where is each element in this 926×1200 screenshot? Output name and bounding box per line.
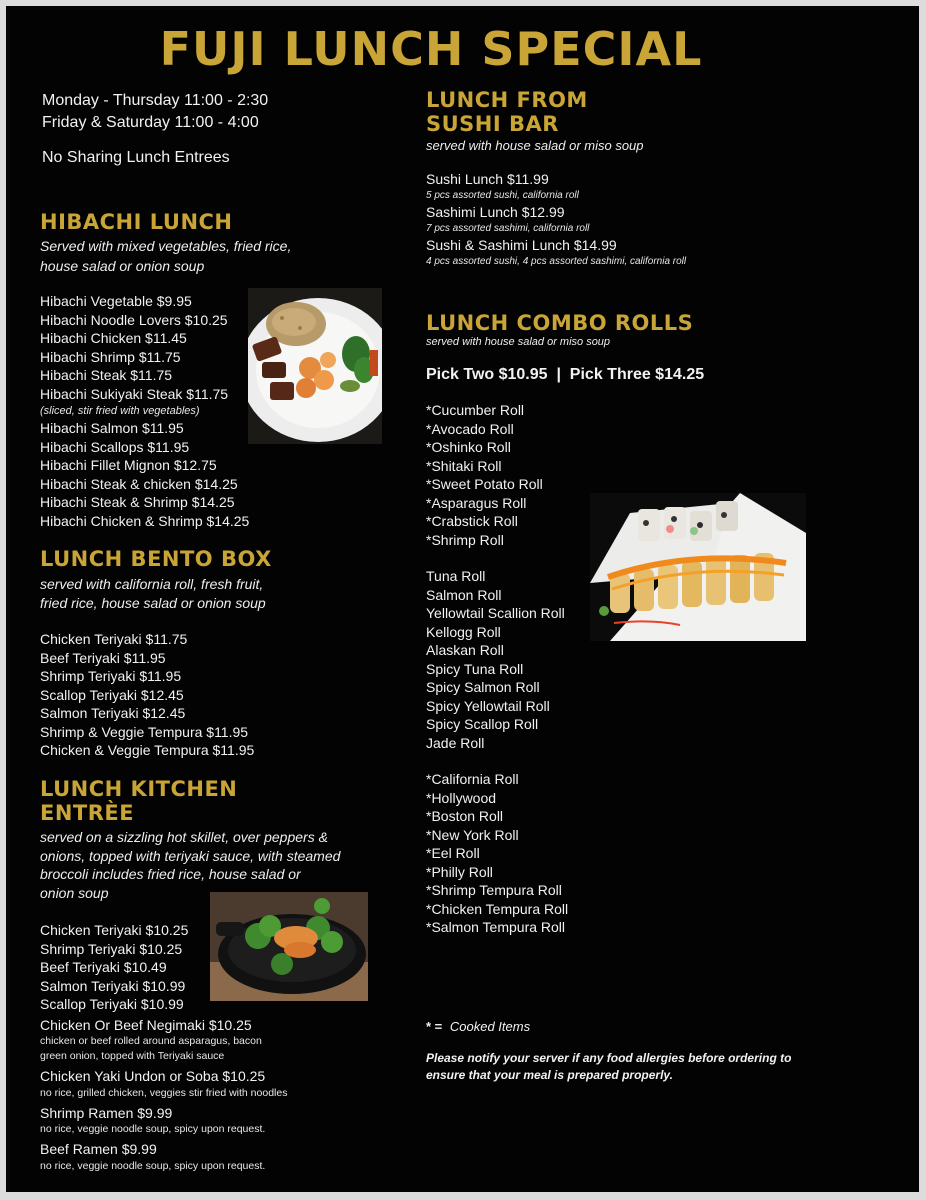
allergy-notice	[426, 1050, 791, 1084]
hibachi-item: Hibachi Fillet Mignon $12.75	[40, 457, 217, 473]
kitchen-extra	[40, 1016, 400, 1065]
hibachi-item: Hibachi Steak & chicken $14.25	[40, 475, 238, 492]
combo-roll: *New York Roll	[426, 826, 519, 843]
kitchen-extra	[40, 1067, 400, 1101]
bento-item: Beef Teriyaki $11.95	[40, 649, 166, 666]
sushi-bar-description: served with house salad or miso soup	[426, 138, 644, 153]
combo-roll: *Shitaki Roll	[426, 457, 502, 474]
hibachi-item: Hibachi Sukiyaki Steak $11.75	[40, 385, 229, 402]
bento-item: Shrimp Teriyaki $11.95	[40, 668, 182, 684]
combo-roll: Tuna Roll	[426, 568, 486, 584]
bento-section	[40, 547, 420, 760]
hours-block	[42, 90, 268, 134]
sushi-bar-item	[426, 204, 896, 237]
combo-group-specialty	[426, 770, 896, 937]
skillet-photo	[210, 892, 368, 1001]
combo-roll: *Shrimp Tempura Roll	[426, 882, 562, 898]
combo-roll: *Chicken Tempura Roll	[426, 900, 569, 917]
combo-roll: *Asparagus Roll	[426, 494, 527, 511]
bento-item: Chicken Teriyaki $11.75	[40, 631, 188, 647]
combo-roll: *Cucumber Roll	[426, 402, 525, 418]
combo-description: served with house salad or miso soup	[426, 336, 611, 348]
combo-roll: *Crabstick Roll	[426, 513, 518, 529]
kitchen-extra	[40, 1140, 400, 1174]
kitchen-extra-note: green onion, topped with Teriyaki sauce	[40, 1050, 225, 1062]
kitchen-extra-name: Chicken Yaki Undon or Soba $10.25	[40, 1068, 266, 1084]
bento-item: Salmon Teriyaki $12.45	[40, 705, 186, 721]
kitchen-desc-line: broccoli includes fried rice, house salad or	[40, 866, 301, 882]
cooked-legend-text: Cooked Items	[449, 1019, 531, 1034]
bento-description	[40, 575, 420, 613]
combo-roll: *Shrimp Roll	[426, 531, 504, 548]
combo-roll: *California Roll	[426, 771, 519, 787]
kitchen-extra-name: Chicken Or Beef Negimaki $10.25	[40, 1016, 252, 1033]
kitchen-extra-note: chicken or beef rolled around asparagus, bacon	[40, 1035, 262, 1047]
combo-roll: Alaskan Roll	[426, 642, 504, 658]
kitchen-description	[40, 828, 400, 902]
menu-page	[6, 6, 919, 1192]
hibachi-item: Hibachi Vegetable $9.95	[40, 293, 192, 309]
sushi-bar-section	[426, 88, 896, 270]
combo-roll: Spicy Salmon Roll	[426, 679, 540, 695]
hibachi-plate-photo	[248, 288, 382, 444]
sushi-bar-item-note: 4 pcs assorted sushi, 4 pcs assorted sashimi, california roll	[426, 256, 687, 267]
sushi-bar-heading	[426, 88, 896, 136]
kitchen-heading-line: ENTRÈE	[40, 801, 135, 825]
hours-weekday: Monday - Thursday 11:00 - 2:30	[42, 92, 269, 109]
sushi-bar-item-note: 7 pcs assorted sashimi, california roll	[426, 223, 590, 234]
bento-heading: LUNCH BENTO BOX	[40, 547, 272, 571]
bento-item-list	[40, 630, 420, 760]
kitchen-desc-line: onion soup	[40, 884, 109, 901]
bento-desc-line: served with california roll, fresh fruit,	[40, 576, 264, 592]
hibachi-item: Hibachi Shrimp $11.75	[40, 348, 181, 365]
hibachi-description	[40, 236, 420, 276]
combo-roll: Spicy Scallop Roll	[426, 716, 539, 732]
combo-roll: *Eel Roll	[426, 845, 480, 861]
allergy-line: Please notify your server if any food allergies before ordering to	[426, 1051, 792, 1065]
combo-roll: *Oshinko Roll	[426, 439, 511, 455]
hibachi-item: Hibachi Chicken $11.45	[40, 330, 187, 346]
no-sharing-notice: No Sharing Lunch Entrees	[42, 149, 230, 166]
sushi-bar-item-name: Sushi Lunch $11.99	[426, 171, 549, 187]
hibachi-desc-line: Served with mixed vegetables, fried rice,	[40, 238, 292, 254]
kitchen-extra-note: no rice, veggie noodle soup, spicy upon request.	[40, 1123, 266, 1135]
kitchen-extras	[40, 1016, 400, 1174]
hibachi-item: Hibachi Steak & Shrimp $14.25	[40, 494, 235, 510]
kitchen-item: Salmon Teriyaki $10.99	[40, 977, 186, 994]
kitchen-heading	[40, 777, 400, 825]
sushi-rolls-photo	[590, 493, 806, 641]
kitchen-item: Shrimp Teriyaki $10.25	[40, 940, 183, 957]
hibachi-item: Hibachi Salmon $11.95	[40, 420, 184, 436]
sushi-bar-heading-line: SUSHI BAR	[426, 112, 559, 136]
sushi-bar-heading-line: LUNCH FROM	[426, 88, 588, 112]
combo-roll: Yellowtail Scallion Roll	[426, 605, 565, 621]
sushi-bar-item	[426, 171, 896, 204]
sushi-bar-item-note: 5 pcs assorted sushi, california roll	[426, 190, 579, 201]
kitchen-extra-note: no rice, veggie noodle soup, spicy upon request.	[40, 1159, 266, 1172]
combo-roll: Jade Roll	[426, 734, 485, 751]
combo-roll: Spicy Yellowtail Roll	[426, 697, 550, 714]
combo-roll: *Sweet Potato Roll	[426, 476, 543, 492]
cooked-legend-symbol: * =	[426, 1019, 443, 1034]
hibachi-desc-line: house salad or onion soup	[40, 258, 205, 274]
kitchen-heading-line: LUNCH KITCHEN	[40, 777, 238, 801]
bento-item: Scallop Teriyaki $12.45	[40, 686, 184, 703]
combo-roll: *Salmon Tempura Roll	[426, 919, 566, 935]
sushi-bar-items	[426, 171, 896, 270]
bento-item: Chicken & Veggie Tempura $11.95	[40, 742, 255, 758]
kitchen-extra-name: Beef Ramen $9.99	[40, 1141, 157, 1157]
cooked-legend	[426, 1019, 530, 1034]
hours-weekend: Friday & Saturday 11:00 - 4:00	[42, 114, 259, 131]
kitchen-desc-line: onions, topped with teriyaki sauce, with steamed	[40, 847, 341, 864]
sukiyaki-note: (sliced, stir fried with vegetables)	[40, 405, 200, 417]
bento-desc-line: fried rice, house salad or onion soup	[40, 595, 266, 611]
combo-pricing: Pick Two $10.95 | Pick Three $14.25	[426, 366, 705, 383]
combo-roll: *Hollywood	[426, 789, 497, 806]
kitchen-item: Scallop Teriyaki $10.99	[40, 996, 184, 1012]
sushi-bar-item-name: Sashimi Lunch $12.99	[426, 204, 565, 220]
kitchen-desc-line: served on a sizzling hot skillet, over peppers &	[40, 829, 328, 845]
bento-item: Shrimp & Veggie Tempura $11.95	[40, 723, 249, 740]
hibachi-item: Hibachi Chicken & Shrimp $14.25	[40, 512, 250, 529]
combo-roll: *Boston Roll	[426, 808, 504, 824]
combo-roll: Salmon Roll	[426, 586, 502, 603]
kitchen-extra-name: Shrimp Ramen $9.99	[40, 1104, 173, 1121]
combo-roll: Kellogg Roll	[426, 623, 501, 640]
kitchen-item: Beef Teriyaki $10.49	[40, 959, 167, 975]
combo-roll: *Philly Roll	[426, 863, 493, 880]
kitchen-extra-note: no rice, grilled chicken, veggies stir fried with noodles	[40, 1086, 288, 1099]
combo-roll: Spicy Tuna Roll	[426, 660, 524, 677]
kitchen-extra	[40, 1104, 400, 1138]
combo-heading: LUNCH COMBO ROLLS	[426, 311, 694, 335]
combo-roll: *Avocado Roll	[426, 420, 514, 437]
allergy-line: ensure that your meal is prepared properly.	[426, 1068, 673, 1082]
hibachi-item: Hibachi Steak $11.75	[40, 367, 173, 383]
hibachi-heading: HIBACHI LUNCH	[40, 210, 233, 234]
sushi-bar-item	[426, 237, 896, 270]
hibachi-item: Hibachi Scallops $11.95	[40, 438, 190, 455]
kitchen-item: Chicken Teriyaki $10.25	[40, 922, 189, 938]
sushi-bar-item-name: Sushi & Sashimi Lunch $14.99	[426, 237, 617, 253]
hibachi-item: Hibachi Noodle Lovers $10.25	[40, 311, 228, 328]
page-title: FUJI LUNCH SPECIAL	[159, 22, 703, 76]
